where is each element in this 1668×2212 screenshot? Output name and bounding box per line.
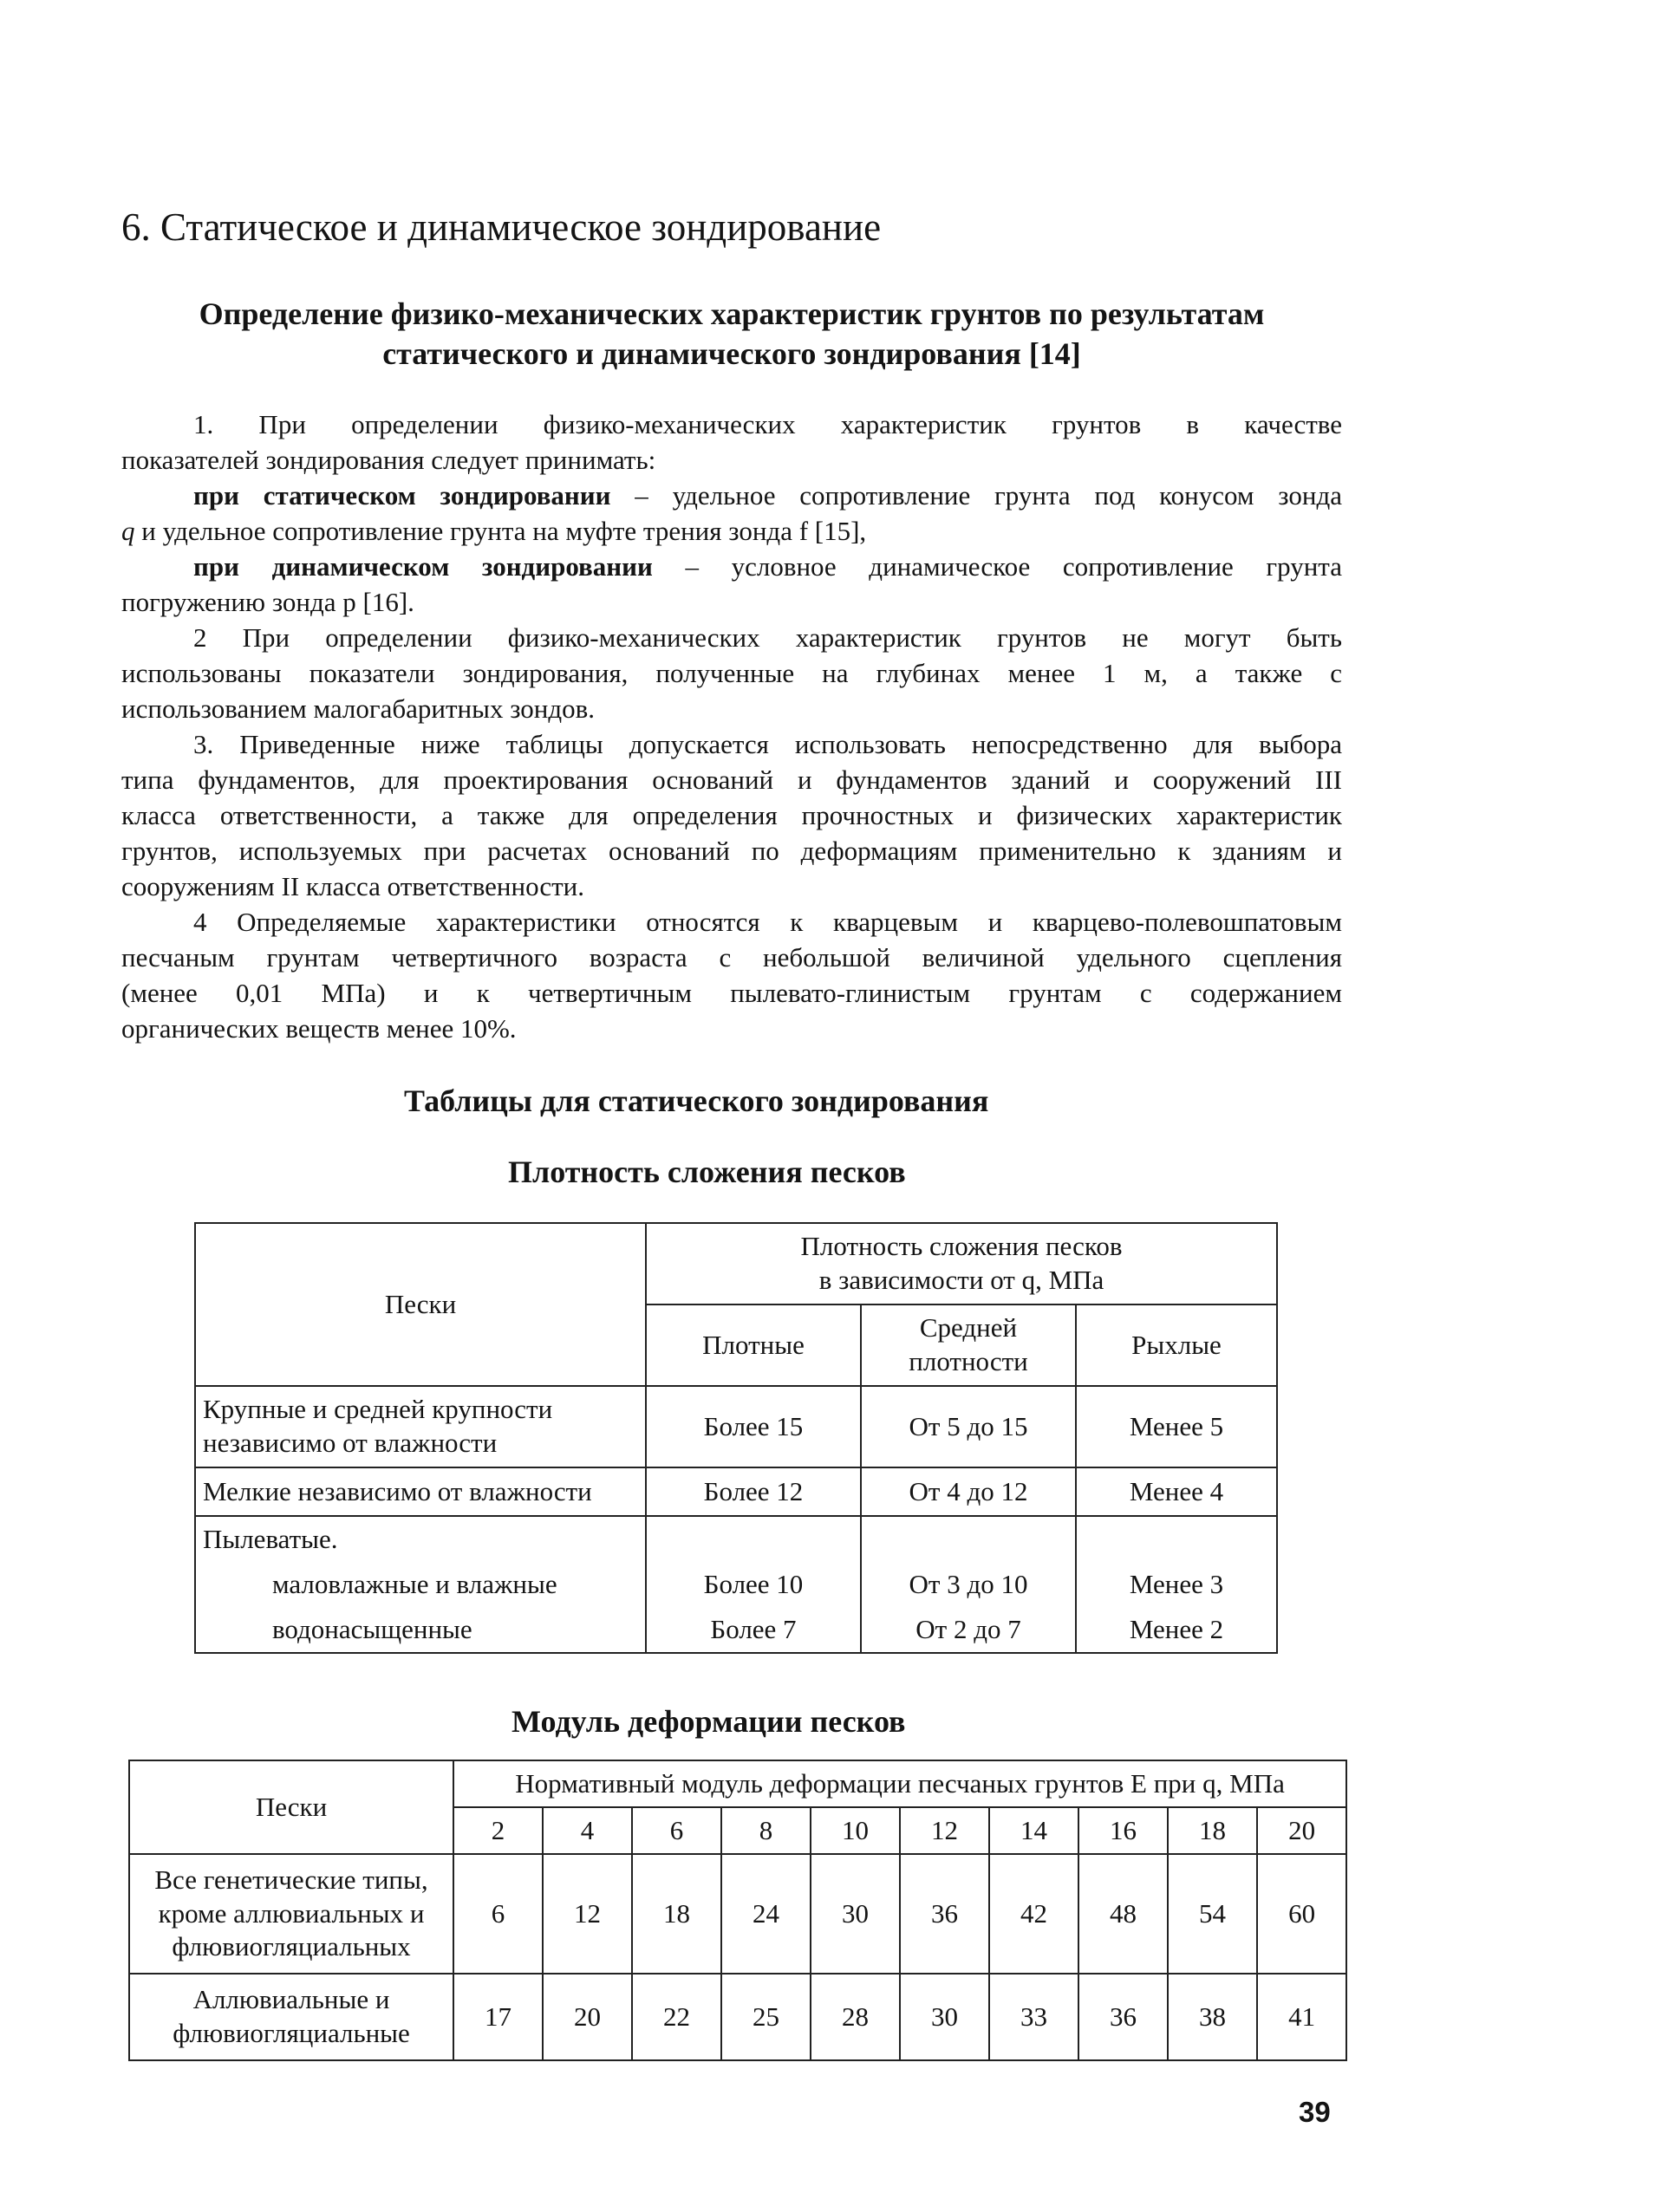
table-row (129, 1854, 1346, 1974)
header-density-group (646, 1223, 1277, 1304)
modulus-cell: 18 (632, 1854, 721, 1974)
row-label (195, 1386, 646, 1467)
dynamic-probing-term: при динамическом зондировании (193, 551, 653, 582)
header-line: Средней (919, 1312, 1018, 1343)
table-row (195, 1516, 1277, 1653)
paragraph-4-line: песчаным грунтам четвертичного возраста с небольшой величиной удельного сцепления (121, 942, 1342, 973)
modulus-cell: 24 (721, 1854, 811, 1974)
deformation-modulus-table (128, 1760, 1347, 2061)
cell-value: От 2 до 7 (915, 1614, 1021, 1644)
paragraph-3-line: класса ответственности, а также для определения прочностных и физических характеристик (121, 800, 1342, 830)
paragraph-3-line: грунтов, используемых при расчетах оснований по деформациям применительно к зданиям и (121, 836, 1342, 866)
paragraph-2-line: использованы показатели зондирования, полученные на глубинах менее 1 м, а также с (121, 658, 1342, 688)
sand-density-table (194, 1222, 1278, 1654)
modulus-cell: 30 (811, 1854, 900, 1974)
modulus-cell: 36 (900, 1854, 989, 1974)
cell-loose: Менее 4 (1076, 1467, 1277, 1516)
modulus-cell: 38 (1168, 1974, 1257, 2060)
row-label-line: независимо от влажности (203, 1428, 498, 1458)
cell-value: Более 10 (703, 1569, 804, 1599)
modulus-cell: 30 (900, 1974, 989, 2060)
q-value-header: 2 (453, 1807, 543, 1854)
row-label-line: Пылеватые. (203, 1524, 338, 1554)
cell-value: Менее 3 (1129, 1569, 1224, 1599)
q-value-header: 10 (811, 1807, 900, 1854)
header-line: плотности (909, 1346, 1028, 1376)
table-row (129, 1974, 1346, 2060)
row-label (129, 1974, 453, 2060)
row-label-line: Крупные и средней крупности (203, 1394, 553, 1425)
q-value-header: 4 (543, 1807, 632, 1854)
modulus-cell: 54 (1168, 1854, 1257, 1974)
cell-loose (1076, 1516, 1277, 1653)
q-value-header: 18 (1168, 1807, 1257, 1854)
cell-dense: Более 15 (646, 1386, 861, 1467)
subheading-line-1: Определение физико-механических характеристик грунтов по результатам (199, 296, 1265, 331)
paragraph-3-line: сооружениям II класса ответственности. (121, 871, 585, 901)
paragraph-static-line (121, 517, 1342, 544)
paragraph-3-line: 3. Приведенные ниже таблицы допускается использовать непосредственно для выбора (193, 729, 1342, 759)
modulus-cell: 42 (989, 1854, 1078, 1974)
paragraph-3-line: типа фундаментов, для проектирования оснований и фундаментов зданий и сооружений III (121, 764, 1342, 795)
modulus-cell: 20 (543, 1974, 632, 2060)
row-label-line: маловлажные и влажные (272, 1569, 557, 1599)
row-label-line: флювиогляциальных (172, 1931, 411, 1962)
paragraph-text: и удельное сопротивление грунта на муфте трения зонда f [15], (134, 516, 867, 546)
paragraph-1-line: показателей зондирования следует принимать: (121, 445, 656, 475)
modulus-cell: 33 (989, 1974, 1078, 2060)
paragraph-4-line: 4 Определяемые характеристики относятся к кварцевым и кварцево-полевошпатовым (193, 907, 1342, 937)
cell-medium (861, 1516, 1076, 1653)
q-value-header: 12 (900, 1807, 989, 1854)
paragraph-static-line (193, 482, 1342, 509)
modulus-cell: 22 (632, 1974, 721, 2060)
table-2-title: Модуль деформации песков (511, 1704, 906, 1739)
q-value-header: 16 (1078, 1807, 1168, 1854)
header-loose: Рыхлые (1076, 1304, 1277, 1386)
header-sands: Пески (129, 1760, 453, 1854)
modulus-cell: 28 (811, 1974, 900, 2060)
header-modulus-group: Нормативный модуль деформации песчаных грунтов E при q, МПа (453, 1760, 1346, 1807)
q-value-header: 6 (632, 1807, 721, 1854)
row-label-line: Аллювиальные и (192, 1984, 390, 2015)
cell-value: Более 7 (710, 1614, 797, 1644)
cell-dense: Более 12 (646, 1467, 861, 1516)
paragraph-4-line: (менее 0,01 МПа) и к четвертичным пылевато-глинистым грунтам с содержанием (121, 978, 1342, 1008)
page-number: 39 (1299, 2096, 1331, 2128)
modulus-cell: 48 (1078, 1854, 1168, 1974)
cell-value: От 3 до 10 (909, 1569, 1028, 1599)
modulus-cell: 12 (543, 1854, 632, 1974)
q-value-header: 20 (1257, 1807, 1346, 1854)
q-value-header: 14 (989, 1807, 1078, 1854)
header-line: Плотность сложения песков (800, 1231, 1123, 1262)
header-line: в зависимости от q, МПа (818, 1265, 1104, 1295)
paragraph-4-line: органических веществ менее 10%. (121, 1013, 517, 1044)
cell-medium: От 5 до 15 (861, 1386, 1076, 1467)
cell-dense (646, 1516, 861, 1653)
modulus-cell: 41 (1257, 1974, 1346, 2060)
modulus-cell: 60 (1257, 1854, 1346, 1974)
row-label-line: водонасыщенные (272, 1614, 472, 1644)
row-label-line: Все генетические типы, (154, 1864, 428, 1895)
modulus-cell: 36 (1078, 1974, 1168, 2060)
row-label (195, 1516, 646, 1653)
modulus-cell: 25 (721, 1974, 811, 2060)
row-label-line: флювиогляциальные (173, 2018, 410, 2048)
paragraph-dynamic-line (193, 553, 1342, 580)
row-label: Мелкие независимо от влажности (195, 1467, 646, 1516)
q-value-header: 8 (721, 1807, 811, 1854)
cell-value: Менее 2 (1129, 1614, 1224, 1644)
paragraph-text: – удельное сопротивление грунта под конусом зонда (610, 480, 1342, 511)
header-sands: Пески (195, 1223, 646, 1386)
static-probing-term: при статическом зондировании (193, 480, 611, 511)
paragraph-1-line: 1. При определении физико-механических характеристик грунтов в качестве (193, 409, 1342, 439)
header-medium (861, 1304, 1076, 1386)
cell-loose: Менее 5 (1076, 1386, 1277, 1467)
row-label (129, 1854, 453, 1974)
modulus-cell: 17 (453, 1974, 543, 2060)
section-heading: 6. Статическое и динамическое зондирование (121, 205, 882, 249)
table-1-title: Плотность сложения песков (508, 1155, 906, 1189)
row-label-line: кроме аллювиальных и (158, 1897, 425, 1929)
subheading-line-2: статического и динамического зондирования [14] (382, 336, 1081, 371)
header-dense: Плотные (646, 1304, 861, 1386)
q-symbol: q (121, 516, 135, 546)
paragraph-text: – условное динамическое сопротивление грунта (652, 551, 1342, 582)
cell-medium: От 4 до 12 (861, 1467, 1076, 1516)
static-tables-heading: Таблицы для статического зондирования (404, 1083, 989, 1118)
modulus-cell: 6 (453, 1854, 543, 1974)
paragraph-2-line: 2 При определении физико-механических характеристик грунтов не могут быть (193, 622, 1342, 653)
table-row (195, 1467, 1277, 1516)
paragraph-2-line: использованием малогабаритных зондов. (121, 693, 596, 724)
paragraph-dynamic-line: погружению зонда p [16]. (121, 587, 414, 617)
table-row (195, 1386, 1277, 1467)
